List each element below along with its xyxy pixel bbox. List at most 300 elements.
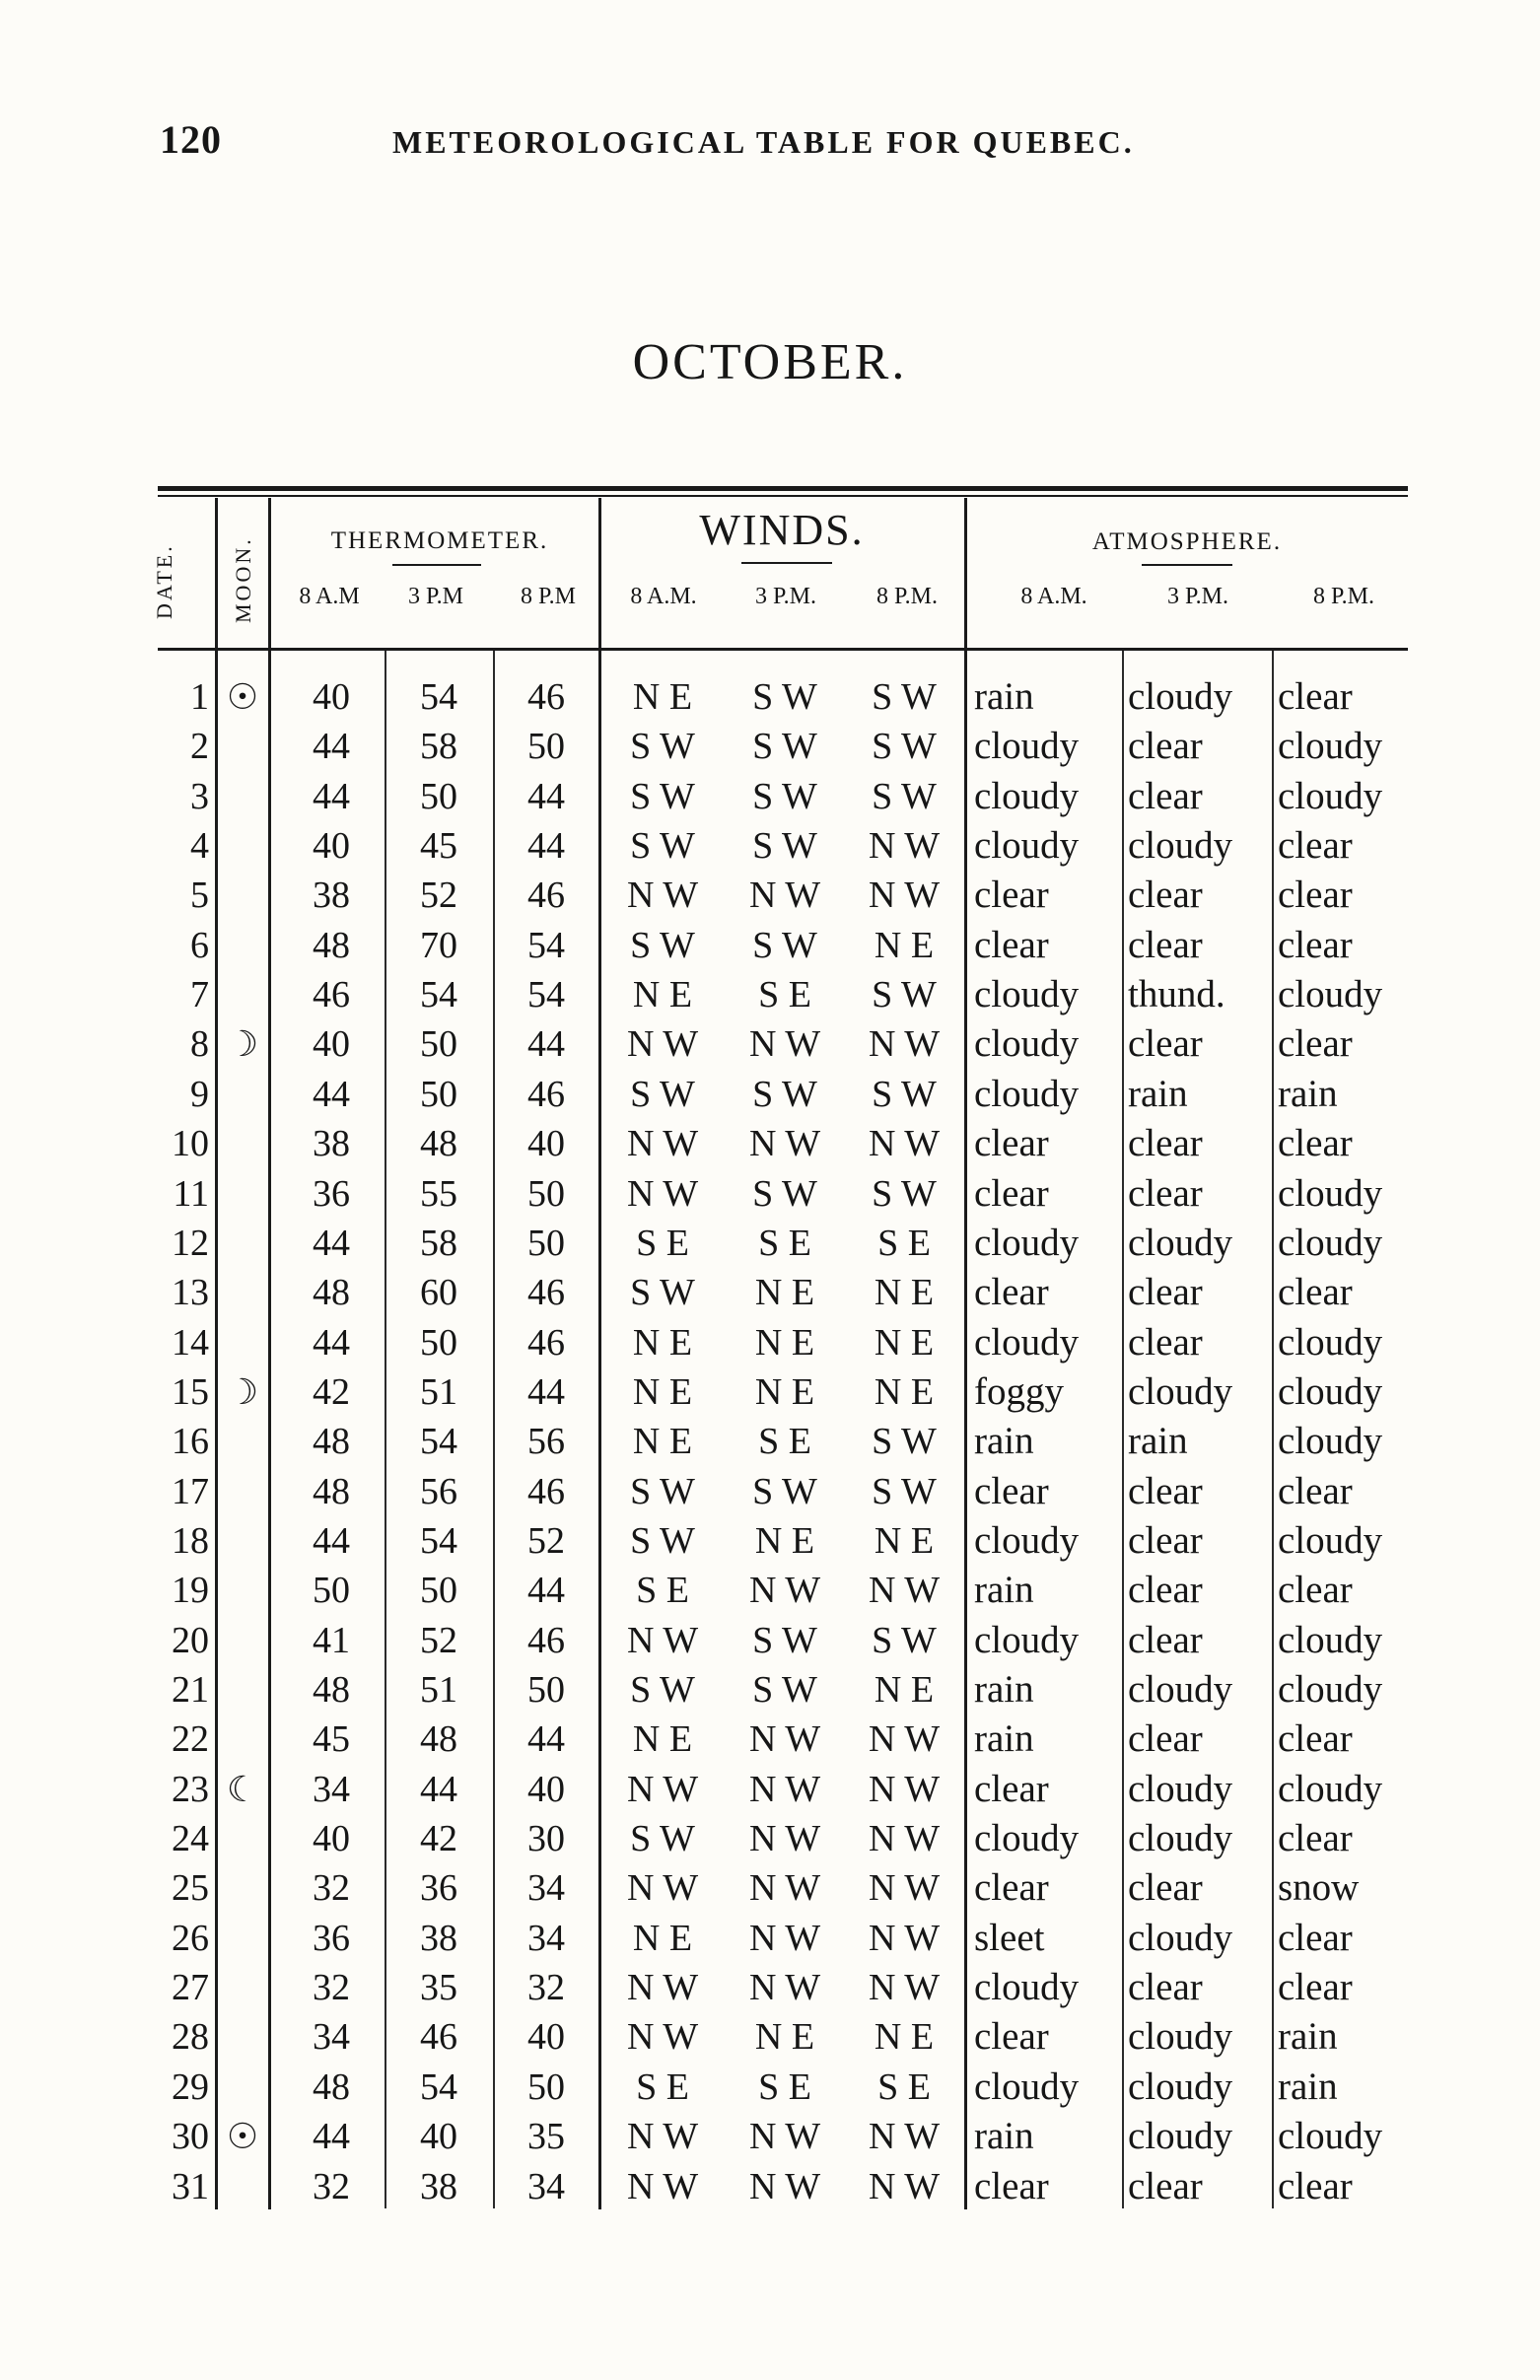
- atmosphere-3pm-cell: clear: [1128, 1866, 1203, 1909]
- temp-8pm-cell: 46: [527, 1272, 565, 1313]
- wind-8pm-cell: S W: [872, 726, 937, 767]
- moon-phase-icon: [219, 921, 266, 970]
- temp-3pm-cell: 54: [420, 1421, 457, 1462]
- atmosphere-8pm-cell: clear: [1278, 1569, 1353, 1611]
- temp-8pm-cell: 44: [527, 825, 565, 867]
- atmosphere-8am-cell: rain: [974, 1668, 1034, 1711]
- wind-8pm-cell: S W: [872, 974, 937, 1015]
- atmosphere-8pm-cell: clear: [1278, 874, 1353, 916]
- temp-3pm-cell: 54: [420, 974, 457, 1015]
- wind-8am-cell: N W: [626, 1769, 699, 1810]
- temp-8am-cell: 44: [313, 2116, 350, 2157]
- temp-8pm-cell: 46: [527, 676, 565, 718]
- wind-3pm-cell: N W: [748, 1123, 821, 1164]
- atmosphere-3pm-cell: cloudy: [1128, 1768, 1233, 1810]
- atmosphere-8pm-cell: rain: [1278, 2015, 1338, 2058]
- wind-8am-cell: S E: [636, 2066, 689, 2108]
- atmosphere-8pm-cell: clear: [1278, 1966, 1353, 2008]
- atmosphere-8pm-cell: clear: [1278, 1122, 1353, 1164]
- wind-8am-cell: N E: [632, 1371, 693, 1413]
- atmosphere-3pm-cell: cloudy: [1128, 2115, 1233, 2157]
- winds-time-header: 8 P.M.: [875, 584, 939, 609]
- wind-8pm-cell: N E: [874, 925, 935, 966]
- wind-8pm-cell: N E: [874, 1322, 935, 1364]
- wind-3pm-cell: S W: [752, 1074, 817, 1115]
- temp-3pm-cell: 50: [420, 1570, 457, 1611]
- atmosphere-8am-cell: clear: [974, 874, 1049, 916]
- temp-8pm-cell: 35: [527, 2116, 565, 2157]
- wind-8am-cell: S W: [630, 1272, 695, 1313]
- temp-3pm-cell: 54: [420, 676, 457, 718]
- date-cell: 23: [172, 1769, 209, 1810]
- moon-phase-icon: [219, 970, 266, 1019]
- moon-phase-icon: [219, 1863, 266, 1913]
- atmosphere-3pm-cell: cloudy: [1128, 824, 1233, 867]
- date-cell: 8: [190, 1023, 209, 1065]
- moon-phase-icon: [219, 1318, 266, 1367]
- wind-8pm-cell: N W: [868, 1718, 941, 1760]
- date-cell: 27: [172, 1967, 209, 2008]
- atmosphere-3pm-cell: clear: [1128, 1519, 1203, 1562]
- moon-phase-icon: [219, 1268, 266, 1317]
- temp-8pm-cell: 54: [527, 974, 565, 1015]
- winds-sub-rule: [741, 562, 832, 564]
- atmosphere-8am-cell: cloudy: [974, 2065, 1080, 2108]
- wind-3pm-cell: S W: [752, 1669, 817, 1711]
- wind-3pm-cell: S W: [752, 676, 817, 718]
- wind-3pm-cell: S E: [758, 1421, 811, 1462]
- atmosphere-3pm-cell: clear: [1128, 725, 1203, 767]
- temp-3pm-cell: 36: [420, 1867, 457, 1909]
- wind-8am-cell: N W: [626, 2016, 699, 2058]
- temp-8pm-cell: 50: [527, 2066, 565, 2108]
- atmosphere-8am-cell: cloudy: [974, 1073, 1080, 1115]
- moon-phase-icon: ☽: [226, 1024, 259, 1064]
- atmosphere-8pm-cell: cloudy: [1278, 1668, 1383, 1711]
- wind-8pm-cell: N W: [868, 2116, 941, 2157]
- temp-8pm-cell: 46: [527, 1471, 565, 1512]
- temp-3pm-cell: 42: [420, 1818, 457, 1859]
- atmosphere-8pm-cell: clear: [1278, 1271, 1353, 1313]
- temp-8pm-cell: 50: [527, 1173, 565, 1215]
- wind-8pm-cell: N W: [868, 1967, 941, 2008]
- wind-3pm-cell: S E: [758, 2066, 811, 2108]
- temp-8am-cell: 41: [313, 1620, 350, 1661]
- date-cell: 18: [172, 1520, 209, 1562]
- wind-3pm-cell: N W: [748, 1718, 821, 1760]
- temp-8am-cell: 44: [313, 1223, 350, 1264]
- wind-8pm-cell: N W: [868, 1867, 941, 1909]
- temp-8am-cell: 34: [313, 1769, 350, 1810]
- winds-group-header: WINDS.: [699, 506, 865, 554]
- thermometer-time-header: 8 P.M: [520, 584, 577, 609]
- temp-3pm-cell: 35: [420, 1967, 457, 2008]
- running-title: METEOROLOGICAL TABLE FOR QUEBEC.: [392, 124, 1135, 160]
- temp-3pm-cell: 58: [420, 1223, 457, 1264]
- temp-3pm-cell: 50: [420, 1322, 457, 1364]
- temp-8am-cell: 48: [313, 925, 350, 966]
- atmosphere-3pm-cell: cloudy: [1128, 2015, 1233, 2058]
- temp-8am-cell: 32: [313, 1967, 350, 2008]
- atmosphere-8am-cell: clear: [974, 1866, 1049, 1909]
- atmosphere-8pm-cell: clear: [1278, 924, 1353, 966]
- date-column-header: DATE.: [152, 543, 176, 619]
- atmosphere-8am-cell: cloudy: [974, 1022, 1080, 1065]
- temp-8pm-cell: 52: [527, 1520, 565, 1562]
- wind-3pm-cell: S W: [752, 1620, 817, 1661]
- date-cell: 2: [190, 726, 209, 767]
- date-cell: 14: [172, 1322, 209, 1364]
- atmosphere-8am-cell: clear: [974, 1271, 1049, 1313]
- table-top-rule: [158, 486, 1408, 491]
- temp-8am-cell: 48: [313, 1272, 350, 1313]
- temp-8pm-cell: 34: [527, 1867, 565, 1909]
- atmosphere-8am-cell: clear: [974, 2015, 1049, 2058]
- temp-3pm-cell: 45: [420, 825, 457, 867]
- temp-3pm-cell: 54: [420, 2066, 457, 2108]
- temp-8pm-cell: 56: [527, 1421, 565, 1462]
- wind-3pm-cell: N E: [754, 2016, 815, 2058]
- atmosphere-3pm-cell: clear: [1128, 1619, 1203, 1661]
- atmosphere-3pm-cell: clear: [1128, 1271, 1203, 1313]
- thermometer-group-header: THERMOMETER.: [330, 527, 549, 554]
- atmosphere-8pm-cell: snow: [1278, 1866, 1360, 1909]
- atmosphere-8am-cell: rain: [974, 2115, 1034, 2157]
- moon-phase-icon: ☉: [226, 2117, 259, 2156]
- temp-8am-cell: 48: [313, 1669, 350, 1711]
- date-cell: 31: [172, 2166, 209, 2207]
- atmosphere-8am-cell: cloudy: [974, 824, 1080, 867]
- date-cell: 17: [172, 1471, 209, 1512]
- atmosphere-3pm-cell: cloudy: [1128, 2065, 1233, 2108]
- temp-8pm-cell: 44: [527, 1023, 565, 1065]
- temp-3pm-cell: 51: [420, 1371, 457, 1413]
- wind-8am-cell: S W: [630, 776, 695, 817]
- winds-time-header: 3 P.M.: [754, 584, 817, 609]
- atmosphere-8am-cell: rain: [974, 1569, 1034, 1611]
- date-cell: 13: [172, 1272, 209, 1313]
- atmosphere-8am-cell: rain: [974, 1717, 1034, 1760]
- atmosphere-8pm-cell: cloudy: [1278, 2115, 1383, 2157]
- temp-8pm-cell: 46: [527, 1074, 565, 1115]
- temp-8am-cell: 48: [313, 2066, 350, 2108]
- atmosphere-3pm-cell: clear: [1128, 1122, 1203, 1164]
- temp-8pm-cell: 34: [527, 1918, 565, 1959]
- date-cell: 19: [172, 1570, 209, 1611]
- atmosphere-3pm-cell: clear: [1128, 1172, 1203, 1215]
- temp-8am-cell: 45: [313, 1718, 350, 1760]
- atmosphere-inner-rule-2: [1272, 651, 1274, 2208]
- date-cell: 25: [172, 1867, 209, 1909]
- wind-8am-cell: S W: [630, 1520, 695, 1562]
- date-cell: 30: [172, 2116, 209, 2157]
- wind-3pm-cell: N W: [748, 1918, 821, 1959]
- atmosphere-8pm-cell: cloudy: [1278, 775, 1383, 817]
- atmosphere-8am-cell: cloudy: [974, 1817, 1080, 1859]
- wind-3pm-cell: N E: [754, 1322, 815, 1364]
- date-cell: 16: [172, 1421, 209, 1462]
- date-cell: 20: [172, 1620, 209, 1661]
- moon-phase-icon: [219, 1715, 266, 1764]
- temp-8pm-cell: 40: [527, 1123, 565, 1164]
- wind-8am-cell: S W: [630, 1669, 695, 1711]
- temp-3pm-cell: 48: [420, 1718, 457, 1760]
- wind-8pm-cell: N E: [874, 1520, 935, 1562]
- wind-3pm-cell: N W: [748, 1023, 821, 1065]
- temp-8pm-cell: 46: [527, 1620, 565, 1661]
- atmosphere-3pm-cell: clear: [1128, 1321, 1203, 1364]
- atmosphere-8am-cell: clear: [974, 2165, 1049, 2207]
- thermometer-inner-rule-2: [493, 651, 495, 2208]
- atmosphere-3pm-cell: clear: [1128, 1717, 1203, 1760]
- atmosphere-8pm-cell: cloudy: [1278, 1519, 1383, 1562]
- moon-thermometer-rule: [268, 498, 271, 2209]
- atmosphere-8pm-cell: clear: [1278, 1917, 1353, 1959]
- moon-phase-icon: [219, 821, 266, 871]
- wind-8pm-cell: S E: [877, 1223, 931, 1264]
- thermometer-time-header: 3 P.M: [407, 584, 464, 609]
- wind-8am-cell: N E: [632, 676, 693, 718]
- moon-column-header: MOON.: [231, 536, 255, 623]
- date-cell: 6: [190, 925, 209, 966]
- wind-8am-cell: N E: [632, 1718, 693, 1760]
- wind-3pm-cell: N W: [748, 1867, 821, 1909]
- atmosphere-3pm-cell: clear: [1128, 874, 1203, 916]
- atmosphere-8pm-cell: cloudy: [1278, 1172, 1383, 1215]
- date-cell: 5: [190, 875, 209, 916]
- atmosphere-8am-cell: rain: [974, 1420, 1034, 1462]
- date-cell: 15: [172, 1371, 209, 1413]
- temp-8am-cell: 32: [313, 2166, 350, 2207]
- moon-phase-icon: [219, 1516, 266, 1566]
- atmosphere-8am-cell: cloudy: [974, 1966, 1080, 2008]
- temp-8am-cell: 44: [313, 1322, 350, 1364]
- wind-8pm-cell: S W: [872, 1471, 937, 1512]
- wind-3pm-cell: S W: [752, 776, 817, 817]
- atmosphere-3pm-cell: clear: [1128, 2165, 1203, 2207]
- atmosphere-8am-cell: cloudy: [974, 973, 1080, 1015]
- moon-phase-icon: [219, 772, 266, 821]
- temp-8am-cell: 50: [313, 1570, 350, 1611]
- date-cell: 11: [173, 1173, 209, 1215]
- date-cell: 29: [172, 2066, 209, 2108]
- temp-3pm-cell: 50: [420, 776, 457, 817]
- moon-phase-icon: [219, 1467, 266, 1516]
- temp-8pm-cell: 44: [527, 1371, 565, 1413]
- temp-3pm-cell: 44: [420, 1769, 457, 1810]
- moon-phase-icon: [219, 2063, 266, 2112]
- atmosphere-3pm-cell: cloudy: [1128, 1668, 1233, 1711]
- wind-8pm-cell: N W: [868, 825, 941, 867]
- temp-8pm-cell: 44: [527, 1570, 565, 1611]
- moon-phase-icon: ☾: [226, 1770, 259, 1809]
- atmosphere-3pm-cell: clear: [1128, 1470, 1203, 1512]
- temp-8am-cell: 48: [313, 1421, 350, 1462]
- temp-3pm-cell: 46: [420, 2016, 457, 2058]
- atmosphere-8am-cell: clear: [974, 1122, 1049, 1164]
- atmosphere-8pm-cell: cloudy: [1278, 1222, 1383, 1264]
- moon-phase-icon: [219, 1616, 266, 1665]
- wind-3pm-cell: N E: [754, 1272, 815, 1313]
- temp-8pm-cell: 50: [527, 726, 565, 767]
- wind-8am-cell: N W: [626, 1123, 699, 1164]
- atmosphere-8am-cell: cloudy: [974, 775, 1080, 817]
- wind-8am-cell: S W: [630, 1074, 695, 1115]
- temp-8am-cell: 40: [313, 676, 350, 718]
- temp-8pm-cell: 40: [527, 2016, 565, 2058]
- atmosphere-inner-rule-1: [1122, 651, 1124, 2208]
- atmosphere-group-header: ATMOSPHERE.: [1091, 528, 1283, 555]
- wind-8am-cell: N W: [626, 1173, 699, 1215]
- temp-3pm-cell: 38: [420, 2166, 457, 2207]
- wind-8pm-cell: N W: [868, 1023, 941, 1065]
- wind-8am-cell: N W: [626, 1620, 699, 1661]
- temp-8am-cell: 44: [313, 1520, 350, 1562]
- wind-8pm-cell: N W: [868, 1918, 941, 1959]
- temp-8am-cell: 32: [313, 1867, 350, 1909]
- wind-8pm-cell: N W: [868, 1769, 941, 1810]
- wind-8pm-cell: N W: [868, 2166, 941, 2207]
- wind-8am-cell: S E: [636, 1570, 689, 1611]
- wind-8am-cell: N W: [626, 1023, 699, 1065]
- temp-3pm-cell: 50: [420, 1023, 457, 1065]
- atmosphere-time-header: 8 A.M.: [1020, 584, 1087, 609]
- date-cell: 22: [172, 1718, 209, 1760]
- wind-8am-cell: S W: [630, 726, 695, 767]
- temp-3pm-cell: 38: [420, 1918, 457, 1959]
- moon-phase-icon: [219, 1814, 266, 1863]
- atmosphere-3pm-cell: cloudy: [1128, 675, 1233, 718]
- temp-3pm-cell: 58: [420, 726, 457, 767]
- moon-phase-icon: [219, 722, 266, 771]
- winds-atmosphere-rule: [964, 498, 967, 2209]
- moon-phase-icon: [219, 1963, 266, 2012]
- atmosphere-sub-rule: [1142, 564, 1232, 566]
- temp-8pm-cell: 30: [527, 1818, 565, 1859]
- temp-3pm-cell: 40: [420, 2116, 457, 2157]
- wind-8am-cell: N W: [626, 1867, 699, 1909]
- atmosphere-3pm-cell: clear: [1128, 775, 1203, 817]
- temp-8pm-cell: 44: [527, 776, 565, 817]
- temp-8pm-cell: 40: [527, 1769, 565, 1810]
- wind-8am-cell: S E: [636, 1223, 689, 1264]
- wind-3pm-cell: S W: [752, 925, 817, 966]
- date-cell: 7: [190, 974, 209, 1015]
- atmosphere-8am-cell: foggy: [974, 1370, 1064, 1413]
- atmosphere-3pm-cell: clear: [1128, 1022, 1203, 1065]
- wind-3pm-cell: N W: [748, 1769, 821, 1810]
- temp-8pm-cell: 32: [527, 1967, 565, 2008]
- atmosphere-8pm-cell: cloudy: [1278, 973, 1383, 1015]
- wind-8pm-cell: S W: [872, 676, 937, 718]
- temp-8am-cell: 42: [313, 1371, 350, 1413]
- wind-3pm-cell: S W: [752, 726, 817, 767]
- temp-3pm-cell: 52: [420, 875, 457, 916]
- wind-8am-cell: S W: [630, 925, 695, 966]
- temp-3pm-cell: 51: [420, 1669, 457, 1711]
- temp-8pm-cell: 46: [527, 1322, 565, 1364]
- atmosphere-3pm-cell: clear: [1128, 924, 1203, 966]
- atmosphere-8am-cell: rain: [974, 675, 1034, 718]
- temp-3pm-cell: 52: [420, 1620, 457, 1661]
- winds-time-header: 8 A.M.: [630, 584, 697, 609]
- atmosphere-8am-cell: cloudy: [974, 1619, 1080, 1661]
- date-cell: 26: [172, 1918, 209, 1959]
- date-cell: 28: [172, 2016, 209, 2058]
- date-cell: 3: [190, 776, 209, 817]
- date-cell: 9: [190, 1074, 209, 1115]
- page-number: 120: [160, 117, 222, 162]
- wind-8pm-cell: N E: [874, 1272, 935, 1313]
- atmosphere-8pm-cell: cloudy: [1278, 725, 1383, 767]
- moon-phase-icon: ☉: [226, 677, 259, 717]
- temp-8am-cell: 46: [313, 974, 350, 1015]
- wind-3pm-cell: S W: [752, 1471, 817, 1512]
- atmosphere-8pm-cell: cloudy: [1278, 1619, 1383, 1661]
- atmosphere-3pm-cell: rain: [1128, 1420, 1188, 1462]
- thermometer-time-header: 8 A.M: [299, 584, 360, 609]
- wind-3pm-cell: S E: [758, 974, 811, 1015]
- wind-8pm-cell: S E: [877, 2066, 931, 2108]
- wind-8am-cell: N W: [626, 2166, 699, 2207]
- atmosphere-3pm-cell: thund.: [1128, 973, 1225, 1015]
- wind-8am-cell: N E: [632, 1421, 693, 1462]
- atmosphere-8pm-cell: cloudy: [1278, 1420, 1383, 1462]
- atmosphere-8pm-cell: cloudy: [1278, 1768, 1383, 1810]
- atmosphere-8pm-cell: cloudy: [1278, 1321, 1383, 1364]
- wind-8am-cell: S W: [630, 1471, 695, 1512]
- atmosphere-8pm-cell: clear: [1278, 2165, 1353, 2207]
- table-top-rule-thin: [158, 495, 1408, 497]
- thermometer-inner-rule-1: [385, 651, 386, 2208]
- wind-8pm-cell: S W: [872, 1421, 937, 1462]
- moon-phase-icon: [219, 1169, 266, 1219]
- atmosphere-3pm-cell: cloudy: [1128, 1222, 1233, 1264]
- wind-8pm-cell: N W: [868, 1570, 941, 1611]
- atmosphere-8pm-cell: cloudy: [1278, 1370, 1383, 1413]
- wind-3pm-cell: N E: [754, 1520, 815, 1562]
- moon-phase-icon: [219, 1665, 266, 1715]
- temp-8am-cell: 40: [313, 1818, 350, 1859]
- temp-8pm-cell: 50: [527, 1223, 565, 1264]
- wind-8am-cell: N W: [626, 1967, 699, 2008]
- wind-8am-cell: S W: [630, 1818, 695, 1859]
- atmosphere-8am-cell: cloudy: [974, 1321, 1080, 1364]
- atmosphere-3pm-cell: clear: [1128, 1569, 1203, 1611]
- header-bottom-rule: [158, 648, 1408, 651]
- moon-phase-icon: [219, 1417, 266, 1466]
- temp-8am-cell: 44: [313, 726, 350, 767]
- wind-8am-cell: N E: [632, 1322, 693, 1364]
- date-cell: 21: [172, 1669, 209, 1711]
- atmosphere-8pm-cell: clear: [1278, 1717, 1353, 1760]
- date-cell: 4: [190, 825, 209, 867]
- atmosphere-8pm-cell: clear: [1278, 1022, 1353, 1065]
- wind-8pm-cell: N E: [874, 1371, 935, 1413]
- temp-8pm-cell: 54: [527, 925, 565, 966]
- wind-8pm-cell: N W: [868, 1123, 941, 1164]
- temp-8am-cell: 38: [313, 875, 350, 916]
- wind-8pm-cell: N W: [868, 1818, 941, 1859]
- wind-8am-cell: N E: [632, 1918, 693, 1959]
- wind-3pm-cell: N E: [754, 1371, 815, 1413]
- temp-8pm-cell: 46: [527, 875, 565, 916]
- temp-3pm-cell: 55: [420, 1173, 457, 1215]
- date-cell: 10: [172, 1123, 209, 1164]
- atmosphere-8am-cell: clear: [974, 924, 1049, 966]
- wind-8am-cell: N W: [626, 875, 699, 916]
- temp-3pm-cell: 50: [420, 1074, 457, 1115]
